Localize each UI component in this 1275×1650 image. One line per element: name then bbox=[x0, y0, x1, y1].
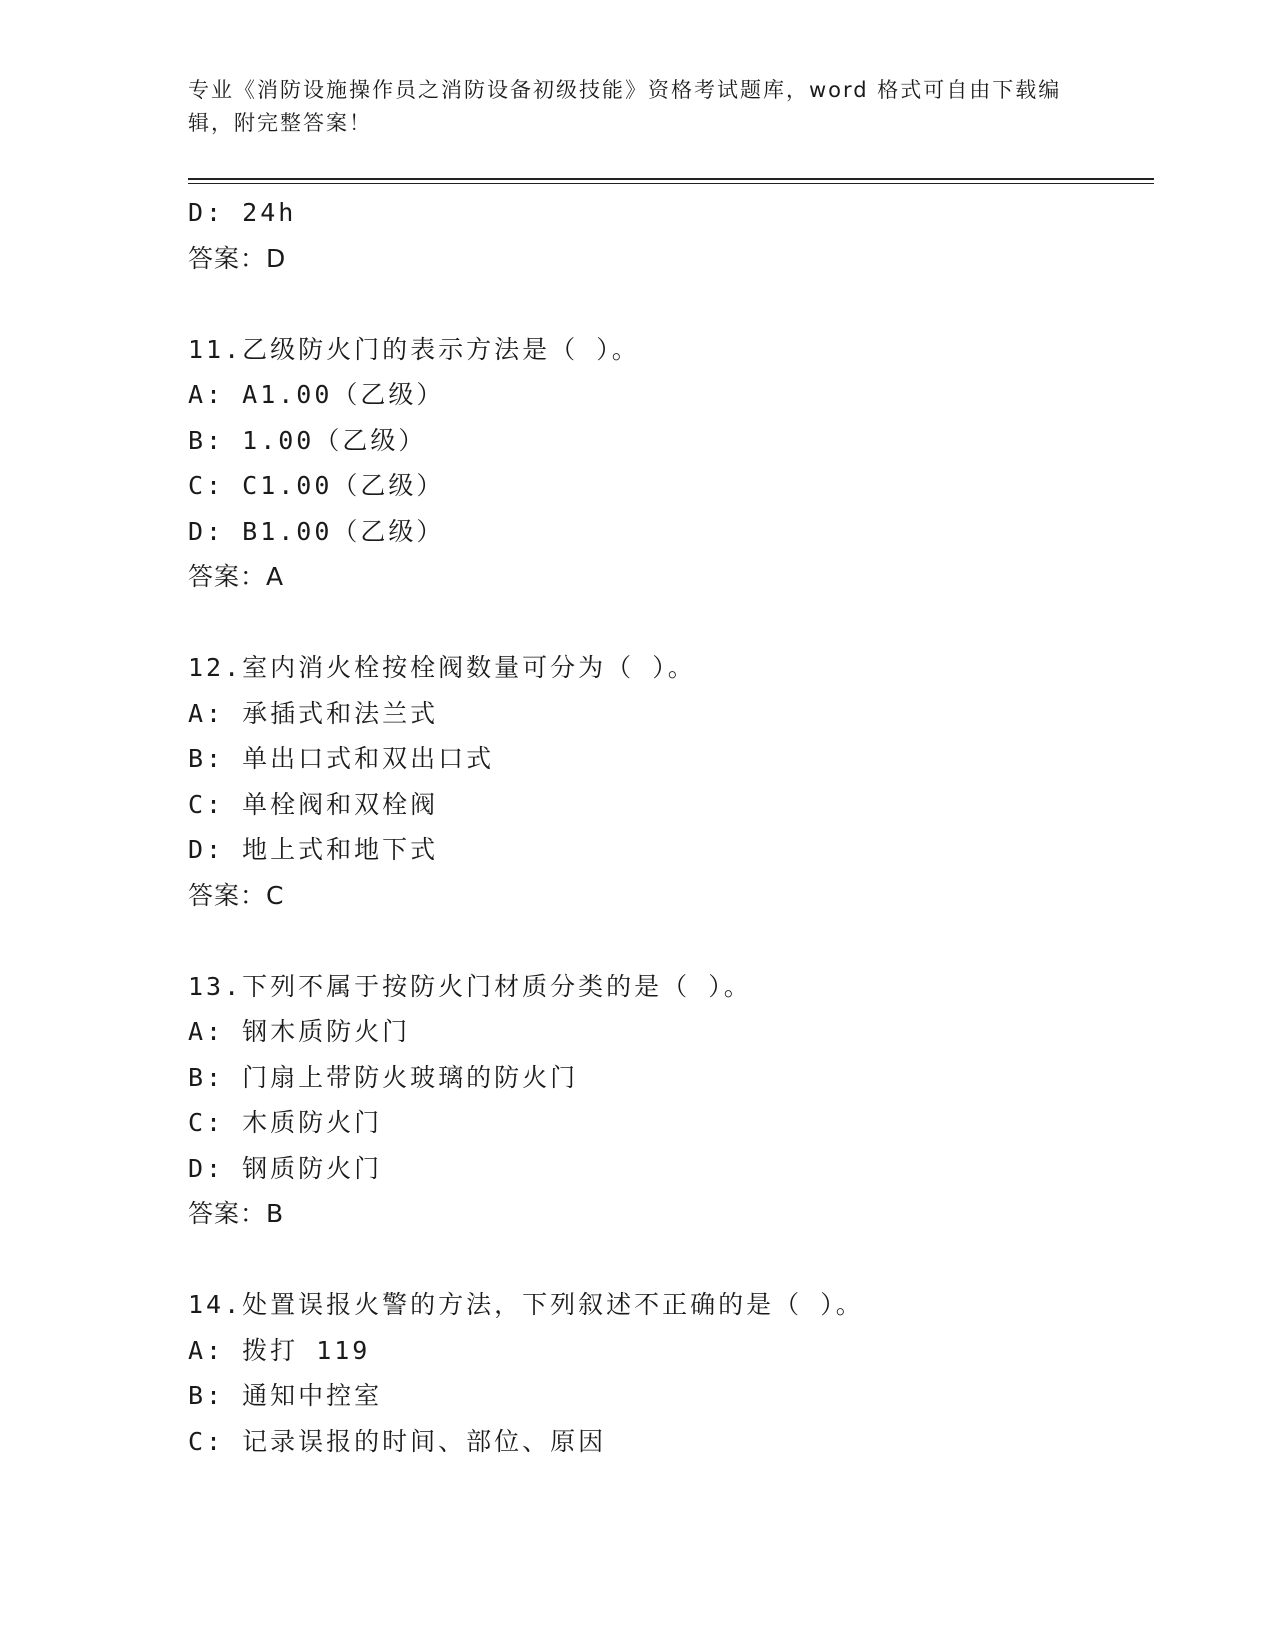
spacer bbox=[188, 918, 1148, 964]
question-answer: 答案：B bbox=[188, 1199, 285, 1228]
question-answer: 答案：C bbox=[188, 880, 285, 910]
question-stem: 11.乙级防火门的表示方法是（ ）。 bbox=[188, 334, 640, 364]
header-divider-thin bbox=[188, 183, 1154, 184]
question-option-b: B: 单出口式和双出口式 bbox=[188, 744, 495, 773]
document-header: 专业《消防设施操作员之消防设备初级技能》资格考试题库，word 格式可自由下载编辑，附完整答案！ bbox=[188, 78, 1062, 135]
question-option-a: A: 钢木质防火门 bbox=[188, 1017, 411, 1046]
question-block-13 bbox=[188, 964, 1148, 1237]
question-stem: 14.处置误报火警的方法，下列叙述不正确的是（ ）。 bbox=[188, 1290, 864, 1319]
question-block-12 bbox=[188, 645, 1148, 918]
spacer bbox=[188, 1237, 1148, 1283]
question-option-c: C: 单栓阀和双栓阀 bbox=[188, 789, 439, 819]
question-option-b: B: 1.00（乙级） bbox=[188, 425, 427, 455]
question-option-c: C: 记录误报的时间、部位、原因 bbox=[188, 1426, 607, 1456]
question-stem: 12.室内消火栓按栓阀数量可分为（ ）。 bbox=[188, 653, 696, 682]
question-list bbox=[188, 190, 1148, 1464]
question-option-d: D: 钢质防火门 bbox=[188, 1153, 383, 1183]
question-option-c: C: C1.00（乙级） bbox=[188, 471, 445, 500]
question-option-a: A: 承插式和法兰式 bbox=[188, 698, 439, 728]
header-divider-thick bbox=[188, 178, 1154, 180]
question-block-14 bbox=[188, 1282, 1148, 1464]
question-option-b: B: 门扇上带防火玻璃的防火门 bbox=[188, 1062, 579, 1092]
question-option-b: B: 通知中控室 bbox=[188, 1381, 383, 1410]
prev-question-option-d: D: 24h bbox=[188, 198, 297, 227]
question-option-a: A: A1.00（乙级） bbox=[188, 380, 445, 409]
question-option-a: A: 拨打 119 bbox=[188, 1335, 371, 1365]
question-stem: 13.下列不属于按防火门材质分类的是（ ）。 bbox=[188, 971, 752, 1001]
question-answer: 答案：A bbox=[188, 562, 285, 591]
spacer bbox=[188, 281, 1148, 327]
question-option-c: C: 木质防火门 bbox=[188, 1108, 383, 1137]
question-option-d: D: B1.00（乙级） bbox=[188, 516, 445, 546]
prev-question-answer: 答案：D bbox=[188, 243, 287, 273]
question-block-11 bbox=[188, 327, 1148, 600]
spacer bbox=[188, 600, 1148, 646]
question-option-d: D: 地上式和地下式 bbox=[188, 835, 439, 864]
